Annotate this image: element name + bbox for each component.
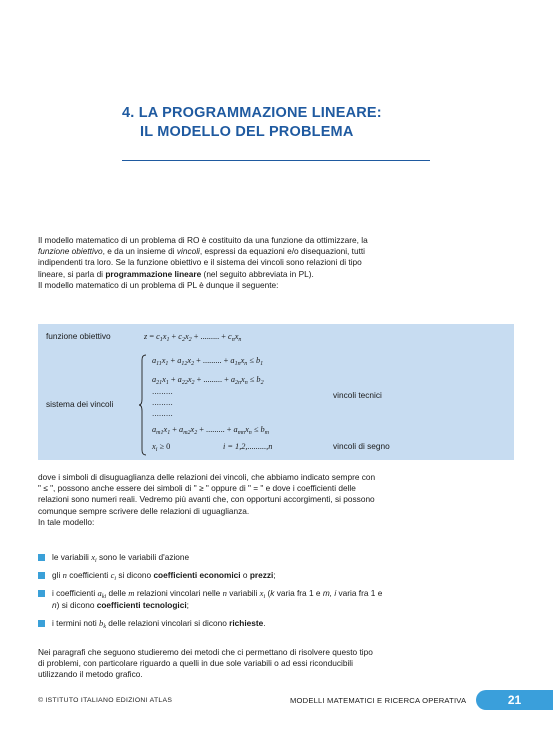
definition-list xyxy=(38,552,383,636)
item-bold: coefficienti economici xyxy=(153,570,241,581)
chapter-title-line2: IL MODELLO DEL PROBLEMA xyxy=(140,124,354,140)
objective-formula: $z = c_1x_1 + c_2x_2$ + ......... + $c_nx_n$ xyxy=(144,332,242,343)
sign-constraint: $x_i \ge 0$ xyxy=(152,442,171,453)
closing-paragraph: Nei paragrafi che seguono studieremo dei metodi che ci permettano di risolvere questo tipo di problemi, con particolare riguardo a quelli in due sole variabili o ad essi riconducibili utilizzando il metodo grafico. xyxy=(38,647,373,680)
model-box xyxy=(38,324,514,460)
bullet-square-icon xyxy=(38,554,45,561)
intro-text-5: Il modello matematico di un problema di PL è dunque il seguente: xyxy=(38,279,279,290)
constraints-brace xyxy=(139,354,147,456)
index-range: i = 1,2,.........,n xyxy=(223,442,273,451)
item-text: le variabili xyxy=(52,552,92,562)
intro-text-3: , espressi da equazioni e/o disequazioni, tutti indipendenti tra loro. Se la funzione obiettivo e il sistema dei vincoli sono relazioni di tipo lineare, si parla di xyxy=(38,246,366,279)
item-text: sono le variabili d'azione xyxy=(96,552,190,562)
item-bold: richieste xyxy=(229,617,264,628)
chapter-title-line1: 4. LA PROGRAMMAZIONE LINEARE: xyxy=(122,105,382,121)
item-text: coefficienti xyxy=(66,570,111,581)
item-text: varia fra 1 e xyxy=(336,588,383,599)
item-text: . xyxy=(263,617,266,628)
intro-text-2: , e da un insieme di xyxy=(102,246,177,257)
after-box-paragraph xyxy=(38,472,378,528)
constraint-row-2: $a_{21}x_1 + a_{22}x_2$ + ......... + $a_{2n}x_n \le b_2$ xyxy=(152,375,264,386)
item-text: delle relazioni vincolari si dicono xyxy=(106,617,230,628)
item-text: gli xyxy=(52,570,63,581)
intro-paragraph xyxy=(38,235,378,291)
constraint-row-m: $a_{m1}x_1 + a_{m2}x_2$ + ......... + $a_{mn}x_n \le b_m$ xyxy=(152,425,269,436)
list-item xyxy=(38,570,383,581)
intro-text-1: Il modello matematico di un problema di RO è costituito da una funzione da ottimizzare, la xyxy=(38,235,368,245)
constraint-dots-2: ......... xyxy=(152,397,173,407)
constraint-dots-1: ......... xyxy=(152,386,173,396)
item-em: m, i xyxy=(322,588,337,599)
after-box-text: dove i simboli di disuguaglianza delle relazioni dei vincoli, che abbiamo indicato sempre con " ≤ ", possono anche essere dei simboli di " ≥ " oppure di " = " e dove i coefficienti delle relazioni sono numeri reali. Vedremo più avanti che, con opportuni accorgimenti, si possono comunque sempre scrivere delle relazioni di uguaglianza. xyxy=(38,472,376,516)
list-item xyxy=(38,552,383,563)
title-rule xyxy=(122,160,430,161)
item-em: k xyxy=(270,588,275,599)
item-bold: prezzi xyxy=(249,570,274,581)
intro-bold-pl: programmazione lineare xyxy=(105,268,202,279)
label-objective: funzione obiettivo xyxy=(46,331,111,341)
intro-text-4: (nel seguito abbreviata in PL). xyxy=(201,268,314,279)
item-text: si dicono xyxy=(116,570,154,581)
item-text: variabili xyxy=(226,588,260,599)
var-xi: $x_i$ xyxy=(91,552,97,564)
list-item xyxy=(38,588,383,610)
intro-em-constraints: vincoli xyxy=(176,246,200,257)
item-text: ; xyxy=(186,599,189,610)
bullet-square-icon xyxy=(38,590,45,597)
model-intro-line: In tale modello: xyxy=(38,516,95,527)
item-text: ( xyxy=(265,588,271,599)
label-constraint-system: sistema dei vincoli xyxy=(46,399,114,409)
label-sign-constraints: vincoli di segno xyxy=(333,441,390,451)
chapter-title xyxy=(122,104,452,142)
label-tech-constraints: vincoli tecnici xyxy=(333,390,382,400)
intro-em-objective: funzione obiettivo xyxy=(38,246,103,257)
var-aki: $a_{ki}$ xyxy=(97,588,107,601)
footer-publisher: © ISTITUTO ITALIANO EDIZIONI ATLAS xyxy=(38,697,173,704)
list-item xyxy=(38,618,383,629)
var-xi: $x_i$ xyxy=(259,588,266,601)
item-text: ) si dicono xyxy=(56,599,97,610)
var-n: n xyxy=(222,588,227,599)
item-text: varia fra 1 e xyxy=(274,588,323,599)
var-m: m xyxy=(128,588,135,599)
item-text: relazioni vincolari nelle xyxy=(134,588,223,599)
item-text: o xyxy=(240,570,250,581)
item-text: delle xyxy=(106,588,129,599)
item-text: i termini noti xyxy=(52,617,100,628)
item-text: ; xyxy=(273,570,276,581)
var-ci: $c_i$ xyxy=(110,570,117,583)
item-em: n xyxy=(52,599,57,610)
bullet-square-icon xyxy=(38,620,45,627)
bullet-square-icon xyxy=(38,572,45,579)
var-n: n xyxy=(62,570,67,581)
constraint-row-1: $a_{11}x_1 + a_{12}x_2$ + ......... + $a_{1n}x_n \le b_1$ xyxy=(152,356,264,367)
constraint-dots-3: ......... xyxy=(152,408,173,418)
var-bk: $b_k$ xyxy=(99,617,106,630)
footer-book-title: MODELLI MATEMATICI E RICERCA OPERATIVA xyxy=(290,696,467,705)
item-bold: coefficienti tecnologici xyxy=(96,599,187,610)
item-text: i coefficienti xyxy=(52,588,98,599)
page-number: 21 xyxy=(476,690,553,710)
